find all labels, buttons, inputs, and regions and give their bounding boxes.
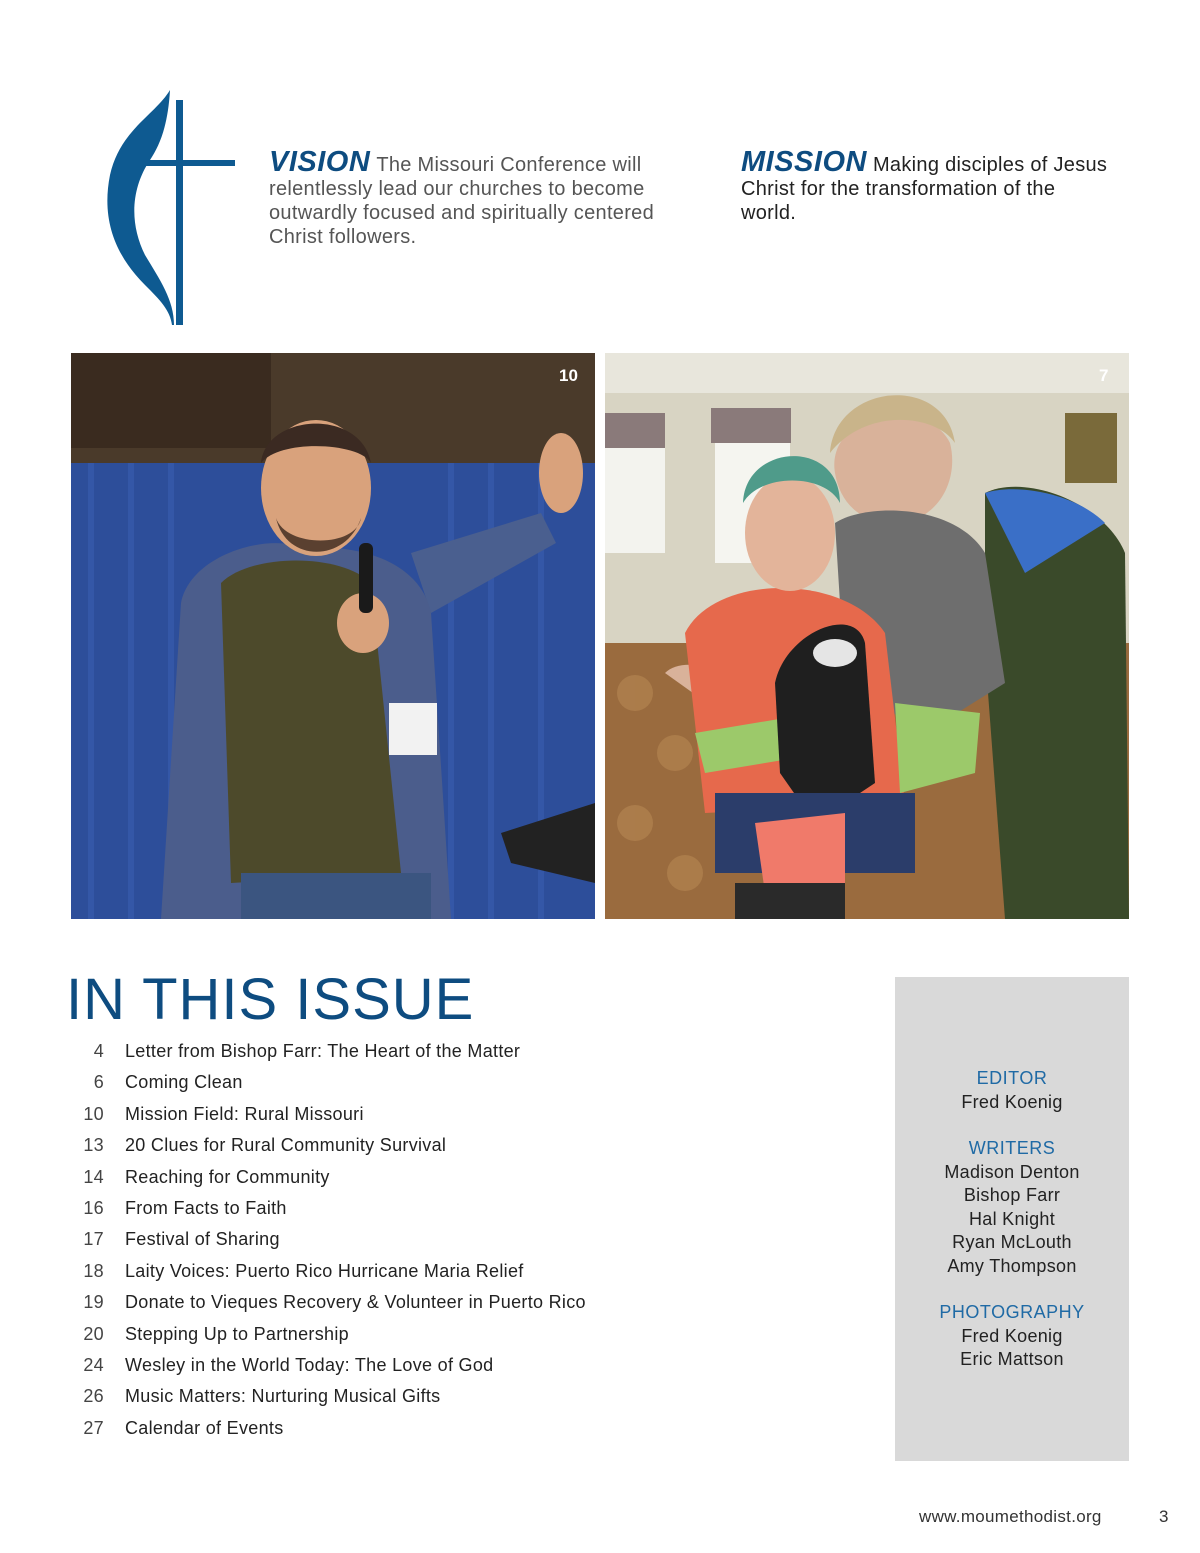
photographer-name: Fred Koenig: [961, 1325, 1063, 1346]
mission-statement: [741, 146, 1111, 225]
toc-item[interactable]: [70, 1355, 690, 1386]
writer-name: Madison Denton: [944, 1161, 1080, 1182]
editor-name: Fred Koenig: [961, 1091, 1063, 1112]
mission-text: Making disciples of Jesus Christ for the transformation of the world.: [741, 154, 1108, 224]
toc-title: Donate to Vieques Recovery & Volunteer in Puerto Rico: [125, 1292, 586, 1313]
toc-page-number: 14: [83, 1166, 104, 1187]
toc-title: Festival of Sharing: [125, 1229, 280, 1250]
issue-title: IN THIS ISSUE: [66, 967, 475, 1032]
writer-name: Hal Knight: [968, 1208, 1056, 1229]
toc-title: 20 Clues for Rural Community Survival: [125, 1135, 447, 1156]
toc-item[interactable]: [70, 1135, 690, 1166]
toc-item[interactable]: [70, 1072, 690, 1103]
toc-title: Music Matters: Nurturing Musical Gifts: [125, 1386, 441, 1407]
toc-page-number: 27: [83, 1417, 104, 1438]
writer-name: Bishop Farr: [963, 1185, 1061, 1205]
toc-page-number: 19: [83, 1292, 104, 1313]
writer-name: Amy Thompson: [947, 1255, 1077, 1276]
toc-title: From Facts to Faith: [125, 1197, 287, 1218]
vision-statement: [269, 146, 709, 249]
toc-item[interactable]: [70, 1292, 690, 1323]
toc-page-number: 26: [83, 1386, 104, 1407]
vision-heading: VISION: [269, 146, 371, 178]
photography-group: [895, 1301, 1129, 1372]
writer-name: Ryan McLouth: [952, 1232, 1072, 1252]
toc-item[interactable]: [70, 1261, 690, 1292]
toc-page-number: 17: [83, 1229, 104, 1250]
editor-label: EDITOR: [976, 1068, 1048, 1088]
toc-item[interactable]: [70, 1167, 690, 1198]
toc-page-number: 4: [93, 1041, 104, 1061]
toc-page-number: 20: [83, 1323, 104, 1344]
community-photo: [605, 353, 1129, 919]
toc-item[interactable]: [70, 1386, 690, 1417]
toc-item[interactable]: [70, 1104, 690, 1135]
vision-text: The Missouri Conference will relentlessly lead our churches to become outwardly focused and spiritually centered Christ followers.: [269, 154, 655, 248]
toc-title: Stepping Up to Partnership: [125, 1323, 349, 1344]
toc-item[interactable]: [70, 1324, 690, 1355]
table-of-contents: [70, 1041, 690, 1449]
toc-title: Calendar of Events: [125, 1417, 284, 1438]
toc-page-number: 6: [93, 1072, 104, 1093]
toc-page-number: 10: [83, 1103, 104, 1124]
toc-title: Laity Voices: Puerto Rico Hurricane Maria Relief: [125, 1260, 524, 1281]
writers-group: [895, 1137, 1129, 1278]
staff-credits-panel: [895, 977, 1129, 1461]
editor-group: [895, 1067, 1129, 1114]
speaker-photo: [71, 353, 595, 919]
photography-label: PHOTOGRAPHY: [939, 1302, 1085, 1322]
toc-title: Mission Field: Rural Missouri: [125, 1103, 364, 1124]
toc-item[interactable]: [70, 1418, 690, 1449]
toc-item[interactable]: [70, 1198, 690, 1229]
photo-page-ref: 7: [1099, 366, 1109, 385]
writers-label: WRITERS: [968, 1138, 1056, 1158]
toc-title: Letter from Bishop Farr: The Heart of the Matter: [125, 1041, 521, 1061]
mission-heading: MISSION: [741, 146, 867, 178]
toc-page-number: 24: [83, 1354, 104, 1375]
page-number: 3: [1159, 1507, 1169, 1526]
toc-item[interactable]: [70, 1229, 690, 1260]
toc-title: Wesley in the World Today: The Love of God: [125, 1354, 494, 1375]
toc-title: Coming Clean: [125, 1072, 243, 1093]
photo-page-ref: 10: [559, 366, 578, 385]
toc-page-number: 18: [83, 1260, 104, 1281]
cross-and-flame-logo: [100, 85, 240, 330]
toc-item[interactable]: [70, 1041, 690, 1072]
website-link[interactable]: www.moumethodist.org: [919, 1507, 1102, 1526]
toc-title: Reaching for Community: [125, 1166, 330, 1187]
toc-page-number: 16: [83, 1197, 104, 1218]
photographer-name: Eric Mattson: [960, 1349, 1064, 1369]
toc-page-number: 13: [83, 1135, 104, 1156]
